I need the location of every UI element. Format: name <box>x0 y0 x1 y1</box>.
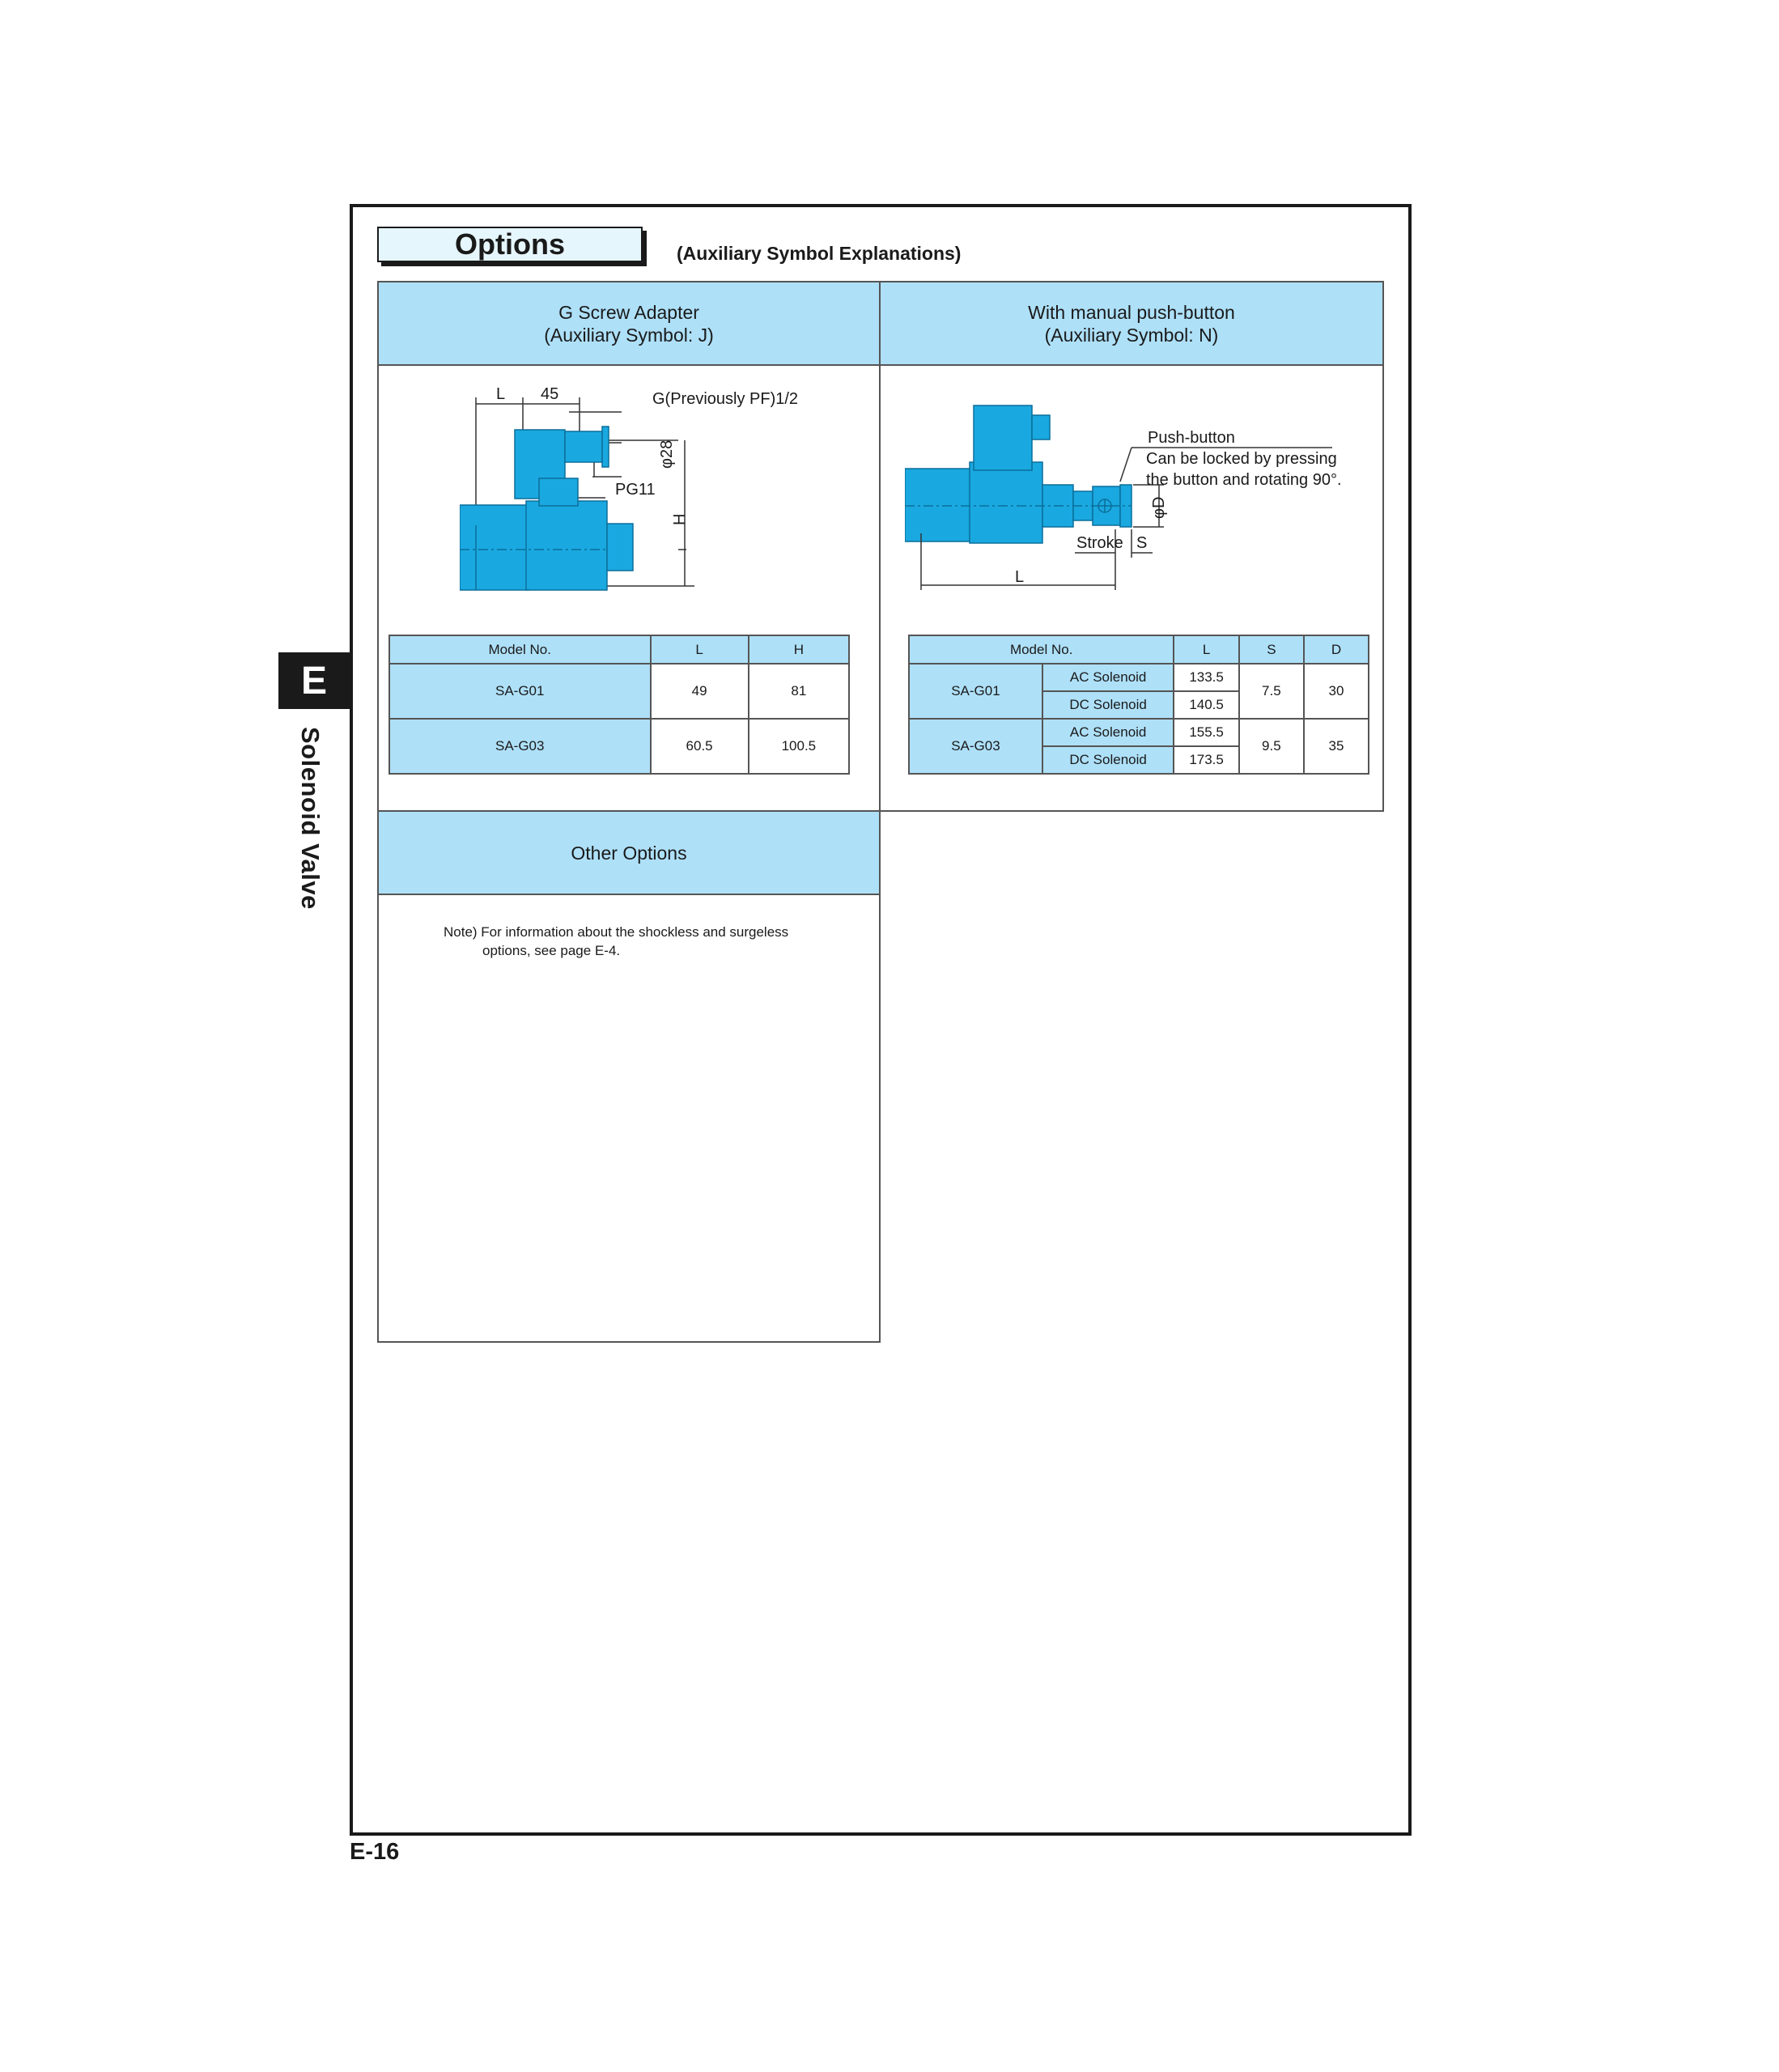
p-row2-model: SA-G03 <box>909 719 1042 774</box>
note-line2: options, see page E-4. <box>482 943 621 958</box>
g-row2-model: SA-G03 <box>389 719 651 774</box>
push-stroke-label: Stroke <box>1076 534 1123 552</box>
push-button-label: Push-button <box>1148 429 1235 447</box>
p-row2-ac: AC Solenoid <box>1042 719 1174 746</box>
page-subtitle: (Auxiliary Symbol Explanations) <box>677 243 962 264</box>
p-row1-ac: AC Solenoid <box>1042 664 1174 691</box>
g-row1-l: 49 <box>651 664 749 719</box>
p-row2-s: 9.5 <box>1239 719 1304 774</box>
g-screw-header <box>379 282 879 366</box>
other-options-header <box>379 812 879 895</box>
push-dim-s: S <box>1136 534 1148 552</box>
g-screw-table <box>388 635 850 775</box>
table-row <box>389 719 849 774</box>
push-dim-l: L <box>1015 568 1025 586</box>
g-row2-l: 60.5 <box>651 719 749 774</box>
p-col-d: D <box>1304 635 1369 664</box>
p-row1-ac-l: 133.5 <box>1174 664 1238 691</box>
p-row1-model: SA-G01 <box>909 664 1042 719</box>
push-button-title: With manual push-button <box>1028 301 1235 323</box>
section-tab: E <box>278 652 350 709</box>
table-row <box>389 664 849 719</box>
push-button-header <box>881 282 1382 366</box>
push-lock-line2: the button and rotating 90°. <box>1146 471 1342 489</box>
g-col-model: Model No. <box>389 635 651 664</box>
push-button-symbol: (Auxiliary Symbol: N) <box>1044 324 1219 346</box>
g-col-l: L <box>651 635 749 664</box>
push-button-panel <box>879 281 1384 812</box>
push-lock-line1: Can be locked by pressing <box>1146 450 1337 468</box>
g-row2-h: 100.5 <box>749 719 849 774</box>
g-screw-panel <box>377 281 881 812</box>
table-row <box>909 719 1369 746</box>
p-col-model: Model No. <box>909 635 1174 664</box>
p-row1-d: 30 <box>1304 664 1369 719</box>
g-dim-dia28: φ28 <box>658 439 676 469</box>
g-row1-model: SA-G01 <box>389 664 651 719</box>
g-dim-l: L <box>496 385 506 403</box>
note-line1: Note) For information about the shockless and surgeless <box>444 924 789 940</box>
other-options-panel <box>377 810 881 1343</box>
p-col-l: L <box>1174 635 1238 664</box>
g-dim-45: 45 <box>541 385 559 403</box>
g-pg11-label: PG11 <box>615 481 656 499</box>
page-number: E-16 <box>350 1839 400 1865</box>
push-button-diagram <box>905 396 1374 639</box>
g-row1-h: 81 <box>749 664 849 719</box>
p-row1-dc: DC Solenoid <box>1042 691 1174 719</box>
table-row <box>909 664 1369 691</box>
p-row2-ac-l: 155.5 <box>1174 719 1238 746</box>
p-col-s: S <box>1239 635 1304 664</box>
g-col-h: H <box>749 635 849 664</box>
page-title: Options <box>377 227 643 262</box>
g-thread-label: G(Previously PF)1/2 <box>652 390 799 408</box>
section-label: Solenoid Valve <box>296 727 325 910</box>
p-row1-dc-l: 140.5 <box>1174 691 1238 719</box>
other-options-note <box>444 923 788 960</box>
g-screw-symbol: (Auxiliary Symbol: J) <box>544 324 714 346</box>
p-row2-d: 35 <box>1304 719 1369 774</box>
p-row1-s: 7.5 <box>1239 664 1304 719</box>
push-button-table <box>908 635 1369 775</box>
g-screw-diagram <box>460 380 800 881</box>
push-dim-dia-d: φD <box>1150 496 1168 519</box>
p-row2-dc-l: 173.5 <box>1174 746 1238 774</box>
g-screw-title: G Screw Adapter <box>558 301 699 323</box>
p-row2-dc: DC Solenoid <box>1042 746 1174 774</box>
g-dim-h: H <box>671 513 689 525</box>
other-options-title: Other Options <box>571 842 687 864</box>
